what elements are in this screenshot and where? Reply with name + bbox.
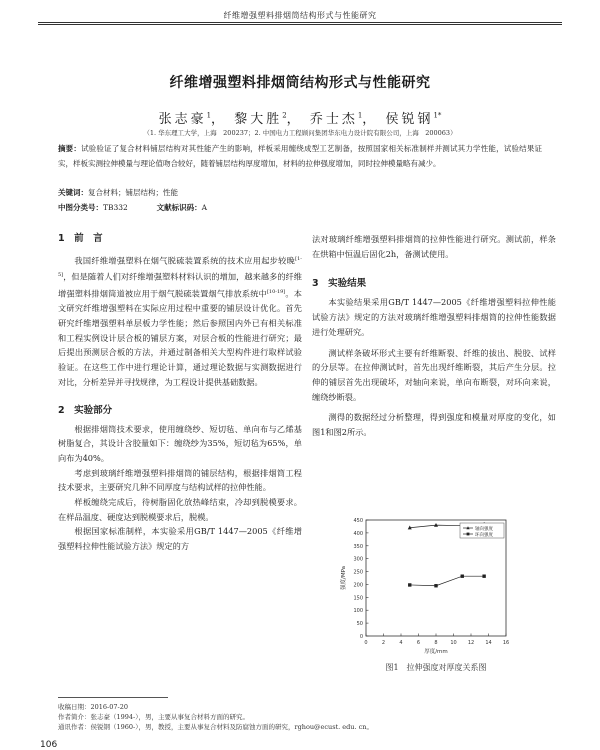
author-affiliation-mark: 1* bbox=[433, 111, 442, 120]
x-tick-label: 10 bbox=[450, 640, 457, 646]
keywords-text: 复合材料；铺层结构；性能 bbox=[88, 188, 178, 197]
header-rule-top bbox=[38, 22, 562, 23]
section-1-paragraph bbox=[58, 252, 302, 390]
running-head: 纤维增强塑料排烟筒结构形式与性能研究 bbox=[223, 11, 377, 20]
y-tick-label: 50 bbox=[356, 621, 363, 628]
text-run: ，但是随着人们对纤维增强塑料材料认识的增加，越来越多的纤维增强塑料排烟筒道被应用于烟气脱硫装置烟气排放系统中 bbox=[58, 272, 302, 299]
figure-caption: 图1 拉伸强度对厚度关系图 bbox=[385, 663, 487, 672]
section-3-heading: 3 实验结果 bbox=[312, 278, 367, 290]
x-tick-label: 2 bbox=[381, 640, 386, 646]
author-name: 张志豪 bbox=[158, 112, 207, 127]
header-rule-bottom bbox=[38, 24, 562, 25]
y-tick-label: 200 bbox=[353, 582, 363, 589]
footnote-corresponding: 通讯作者：侯锐钢（1960-），男，教授，主要从事复合材料及防腐蚀方面的研究，rghou@ecust. edu. cn。 bbox=[58, 723, 373, 731]
x-tick-label: 8 bbox=[434, 640, 438, 646]
x-tick-label: 14 bbox=[485, 640, 492, 646]
right-column bbox=[312, 232, 556, 440]
series-2-point bbox=[482, 574, 485, 577]
classification-label: 中图分类号： bbox=[58, 203, 103, 212]
footnotes bbox=[58, 702, 558, 732]
section-3-paragraph: 测试样条破坏形式主要有纤维断裂、纤维的拔出、脱胶、试样的分层等。在拉伸测试时，首先出现纤维断裂，其后产生分层。拉伸的铺层首先出现破坏，对轴向来说，单向布断裂，对环向来说，缠绕纱断裂。 bbox=[312, 347, 556, 402]
abstract-text: 试验验证了复合材料铺层结构对其性能产生的影响，样板采用缠绕成型工艺制备，按照国家相关标准制样并测试其力学性能，试验结果证实，样板实测拉伸模量与理论值吻合较好，随着铺层结构厚度增加，材料的拉伸强度增加，同时拉伸模量略有减少。 bbox=[58, 144, 543, 168]
x-tick-label: 4 bbox=[399, 640, 403, 646]
legend-label-1: 轴向强度 bbox=[475, 526, 493, 532]
author-affiliation-mark: 1 bbox=[206, 111, 212, 120]
classification-value: TB332 bbox=[103, 203, 128, 212]
y-tick-label: 450 bbox=[353, 518, 363, 524]
paper-title: 纤维增强塑料排烟筒结构形式与性能研究 bbox=[169, 75, 431, 91]
legend-label-2: 环向强度 bbox=[475, 532, 493, 538]
section-3-paragraph: 本实验结果采用GB/T 1447—2005《纤维增强塑料拉伸性能试验方法》规定的方法对玻璃纤维增强塑料排烟筒的拉伸性能数据进行处理研究。 bbox=[312, 297, 556, 337]
footnote-received: 收稿日期：2016-07-20 bbox=[58, 703, 128, 711]
y-tick-label: 0 bbox=[359, 634, 363, 640]
section-2-paragraph: 根据国家标准制样，本实验采用GB/T 1447—2005《纤维增强塑料拉伸性能试验方法》规定的方 bbox=[58, 526, 302, 552]
author-name: 黎大胜 bbox=[234, 112, 283, 127]
y-tick-label: 100 bbox=[353, 608, 363, 615]
text-run: 我国纤维增强塑料在烟气脱硫装置系统的技术应用起步较晚 bbox=[74, 255, 296, 266]
section-2-paragraph: 考虑到玻璃纤维增强塑料排烟筒的铺层结构，根据排烟筒工程技术要求，主要研究几种不同厚度与结构试样的拉伸性能。 bbox=[58, 467, 302, 493]
text-run: 。本文研究纤维增强塑料在实际应用过程中重要的铺层设计优化。首先研究纤维增强塑料单层板力学性能；然后参照国内外已有相关标准和工程实例设计层合板的铺层方案，对层合板的性能进行研究；最后提出预测层合板的方法，并通过制备相关大型构件进行取样试验验证。在这些工作中进行理论计算，通过理论数据与实测数据进行对比，分析差异并寻找规律，为工程设计提供基础数据。 bbox=[58, 288, 302, 387]
section-2-paragraph: 根据排烟筒技术要求，使用缠绕纱、短切毡、单向布与乙烯基树脂复合，其设计含胶量如下：缠绕纱为35%，短切毡为65%，单向布为40%。 bbox=[58, 423, 302, 463]
author-list: 张志豪$^1$， 黎大胜$^2$， 乔士杰$^1$， 侯锐钢$^{1*}$ bbox=[158, 111, 442, 127]
y-axis-label: 强度/MPa bbox=[341, 565, 347, 591]
doc-code-value: A bbox=[201, 203, 208, 212]
strength-thickness-chart bbox=[338, 512, 538, 660]
section-2-paragraph: 样板缠绕完成后，待树脂固化放热峰结束，冷却到脱模要求。在样品温度、硬度达到脱模要求后，脱模。 bbox=[58, 497, 302, 522]
author-name: 乔士杰 bbox=[309, 112, 358, 127]
abstract bbox=[58, 141, 542, 171]
abstract-label: 摘要： bbox=[58, 144, 82, 153]
series-2-point bbox=[461, 574, 464, 577]
series-line-2 bbox=[410, 576, 484, 586]
x-axis-label: 厚度/mm bbox=[424, 649, 448, 655]
author-name: 侯锐钢 bbox=[385, 112, 434, 127]
legend-marker-2 bbox=[467, 533, 470, 536]
classification bbox=[58, 202, 207, 213]
section-1-heading: 1 前 言 bbox=[58, 233, 103, 244]
series-2-point bbox=[434, 584, 437, 587]
y-tick-label: 250 bbox=[353, 569, 363, 576]
citation: [10-19] bbox=[266, 288, 286, 295]
x-tick-label: 6 bbox=[416, 640, 421, 646]
series-2-point bbox=[408, 583, 411, 586]
y-tick-label: 150 bbox=[353, 595, 363, 602]
section-2-continuation: 法对玻璃纤维增强塑料排烟筒的拉伸性能进行研究。测试前，样条在烘箱中恒温后固化2h，备测试使用。 bbox=[312, 234, 556, 259]
citation: [1-5] bbox=[58, 256, 302, 279]
page-number: 106 bbox=[40, 740, 58, 750]
footnote-rule bbox=[58, 697, 168, 698]
y-tick-label: 300 bbox=[353, 556, 363, 563]
y-tick-label: 350 bbox=[353, 543, 363, 550]
x-tick-label: 0 bbox=[364, 640, 368, 646]
y-tick-label: 400 bbox=[353, 530, 363, 537]
section-3-paragraph: 测得的数据经过分析整理，得到强度和模量对厚度的变化，如图1和图2所示。 bbox=[312, 412, 556, 438]
left-column bbox=[58, 232, 302, 554]
keywords-label: 关键词： bbox=[58, 188, 88, 197]
x-tick-label: 16 bbox=[502, 640, 510, 646]
author-affiliation-mark: 2 bbox=[282, 111, 287, 120]
affiliation: （1. 华东理工大学，上海 200237；2. 中国电力工程顾问集团华东电力设计院有限公司，上海 200063） bbox=[143, 129, 457, 137]
author-affiliation-mark: 1 bbox=[357, 111, 363, 120]
section-2-heading: 2 实验部分 bbox=[58, 404, 113, 416]
x-tick-label: 12 bbox=[467, 640, 475, 646]
doc-code-label: 文献标识码： bbox=[156, 203, 202, 212]
keywords bbox=[58, 187, 178, 198]
footnote-author: 作者简介：张志豪（1994-），男，主要从事复合材料方面的研究。 bbox=[58, 713, 249, 721]
